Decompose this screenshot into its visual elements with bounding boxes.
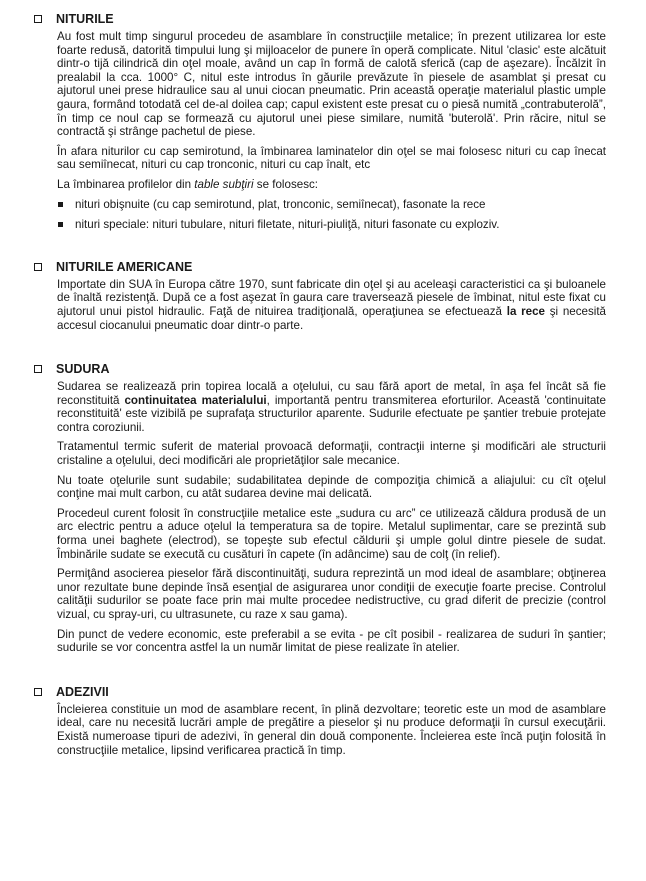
heading-text: NITURILE bbox=[56, 12, 114, 26]
text-run: Importate din SUA în Europa către 1970, sunt fabricate din oţel şi au aceleaşi caracteristici ca şi buloanele de înaltă rezistenţă. După ce a fost aşezat în gaura care traversează piesele de îmbinat, nitul este fixat cu ajutorul unui pistol hidraulic. Faţă de nituirea tradiţională, operaţiunea se efectuează bbox=[57, 277, 606, 318]
section-sudura bbox=[57, 362, 606, 655]
heading-text: ADEZIVII bbox=[56, 684, 109, 699]
strong-text: continuitatea materialului bbox=[124, 393, 267, 407]
strong-text: la rece bbox=[506, 304, 545, 318]
section-heading bbox=[34, 685, 606, 699]
heading-text: NITURILE AMERICANE bbox=[56, 259, 193, 274]
section-spacer bbox=[57, 239, 606, 260]
section-heading bbox=[34, 362, 606, 376]
checkbox-bullet-icon bbox=[34, 365, 42, 373]
section-nituri bbox=[57, 12, 606, 232]
paragraph bbox=[57, 178, 606, 192]
paragraph: Nu toate oţelurile sunt sudabile; sudabilitatea depinde de compoziţia chimică a aliajului: cu cît oţelul conţine mai mult carbon, cu atât sudarea devine mai delicată. bbox=[57, 473, 606, 501]
paragraph bbox=[57, 278, 606, 332]
checkbox-bullet-icon bbox=[34, 15, 42, 23]
paragraph: Permiţând asocierea pieselor fără discontinuităţi, sudura reprezintă un mod ideal de asamblare; obţinerea unor rezultate bune depinde însă esenţial de asigurarea unor condiţii de execuţie foarte precise. Controlul calităţii sudurilor se poate face prin mai multe procedee nedistructive, cu grad diferit de precizie (control vizual, cu spray-uri, cu ultrasunete, cu raze x sau gama). bbox=[57, 567, 606, 621]
section-heading bbox=[34, 260, 606, 274]
checkbox-bullet-icon bbox=[34, 263, 42, 271]
text-run: La îmbinarea profilelor din bbox=[57, 177, 195, 191]
paragraph: Au fost mult timp singurul procedeu de asamblare în construcţiile metalice; în prezent utilizarea lor este foarte redusă, datorită timpului lung şi mijloacelor de punere în operă complicate. Nitul 'clasic' este alcătuit dintr-o tijă cilindrică din oţel moale, având un cap în formă de calotă sferică (cap de aşezare). Încălzit în prealabil la cca. 1000° C, nitul este introdus în găurile prevăzute în piesele de asamblat şi presat cu ajutorul unei prese hidraulice sau al unui ciocan pneumatic. Prin această operaţie materialul plastic umple gaura, formând totodată cel de-al doilea cap; capul existent este presat cu o piesă numită „contrabuterolă”, în timp ce noul cap se formează cu ajutorul unei piese similare, numită 'buterolă'. Prin răcire, nitul se contractă şi strânge pachetul de piese. bbox=[57, 30, 606, 139]
text-run: se folosesc: bbox=[253, 177, 319, 191]
paragraph: În afara niturilor cu cap semirotund, la îmbinarea laminatelor din oţel se mai folosesc nituri cu cap înecat sau semiînecat, nituri cu cap tronconic, nituri cu cap înalt, etc bbox=[57, 144, 606, 172]
heading-text: SUDURA bbox=[56, 362, 110, 377]
section-adezivi bbox=[57, 685, 606, 757]
section-nituri-americane bbox=[57, 260, 606, 332]
text-run: şi necesită accesul ciocanului pneumatic doar dintr-o parte. bbox=[57, 304, 607, 332]
checkbox-bullet-icon bbox=[34, 688, 42, 696]
emphasis-text: table subţiri bbox=[194, 177, 254, 191]
bullet-list bbox=[57, 198, 606, 232]
paragraph: Încleierea constituie un mod de asamblare recent, în plină dezvoltare; teoretic este un mod de asamblare ideal, care nu necesită lucrări ample de pregătire a pieselor şi nu produce deformaţii în cursul execuţării. Există numeroase tipuri de adezivi, în general din două componente. Încleierea este încă puţin folosită în construcţiile metalice, lipsind verificarea practică în timp. bbox=[57, 702, 606, 757]
section-spacer bbox=[57, 338, 606, 362]
list-item: nituri speciale: nituri tubulare, nituri filetate, nituri-piuliţă, nituri fasonate cu exploziv. bbox=[57, 218, 606, 232]
paragraph: Procedeul curent folosit în construcţiile metalice este „sudura cu arc” ce utilizează căldura produsă de un arc electric pentru a aduce oţelul la temperatura sa de topire. Metalul suplimentar, care se prezintă sub forma unei baghete (electrod), se topeşte sub efectul căldurii şi umple golul dintre piesele de sudat. Îmbinările sudate se execută cu cusături în capete (în adâncime) sau de colţ (în relief). bbox=[57, 506, 606, 561]
section-spacer bbox=[57, 661, 606, 685]
section-heading bbox=[34, 12, 606, 26]
paragraph bbox=[57, 380, 606, 434]
paragraph: Tratamentul termic suferit de material provoacă deformaţii, contracţii interne şi modificări ale structurii cristaline a oţelului, deci modificări ale proprietăţilor sale mecanice. bbox=[57, 440, 606, 468]
list-item: nituri obişnuite (cu cap semirotund, plat, tronconic, semiînecat), fasonate la rece bbox=[57, 198, 606, 212]
paragraph: Din punct de vedere economic, este preferabil a se evita - pe cît posibil - realizarea de suduri în şantier; sudurile se vor concentra astfel la un număr limitat de piese realizate în atelier. bbox=[57, 627, 606, 655]
text-run: Sudarea se realizează prin topirea locală a oţelului, cu sau fără aport de metal, în aşa fel încât să fie reconstituită bbox=[57, 380, 606, 407]
text-run: , importantă pentru transmiterea eforturilor. Această 'continuitate reconstituită' este vizibilă pe suprafaţa structurilor aparente. Sudurile efectuate pe şantier trebuie protejate contra coroziunii. bbox=[57, 393, 606, 434]
